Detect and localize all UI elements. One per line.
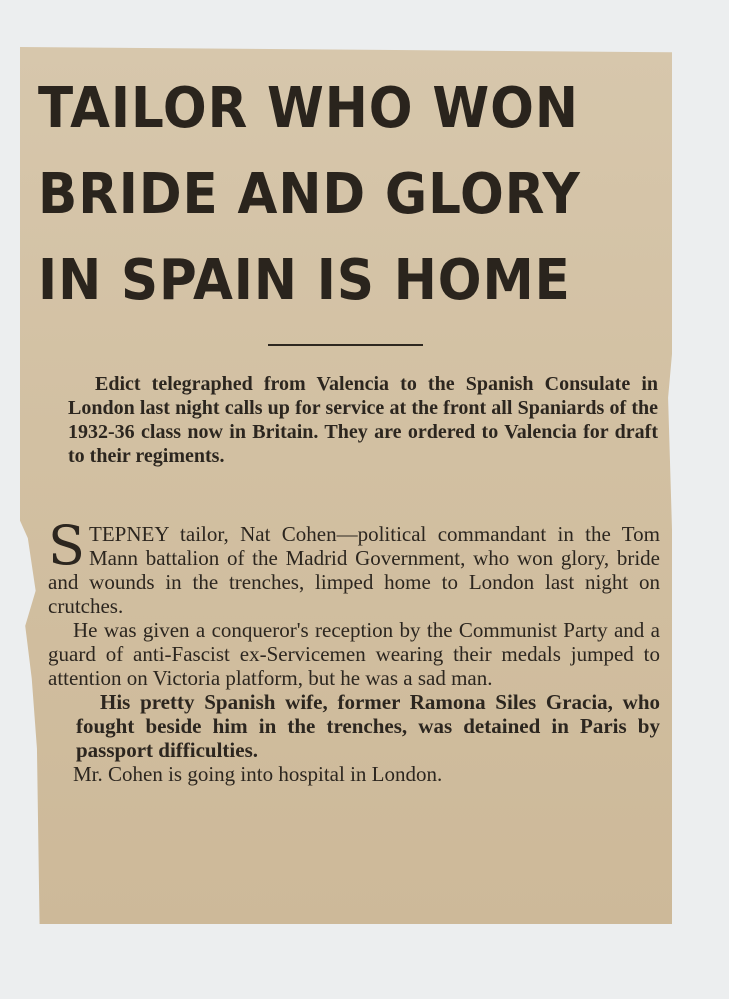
headline-line-1: TAILOR WHO WON [38, 76, 579, 141]
edict-paragraph: Edict telegraphed from Valencia to the Spanish Consulate in London last night calls up for service at the front all Spaniards of the 1932-36 class now in Britain. They are ordered to Valencia for draft to their regiments. [68, 373, 658, 467]
headline-line-2: BRIDE AND GLORY [38, 162, 581, 227]
article-paragraph-1 [48, 514, 660, 618]
headline [38, 66, 590, 324]
article-paragraph-2: He was given a conqueror's reception by the Communist Party and a guard of anti-Fascist ex-Servicemen wearing their medals jumped to attention on Victoria platform, but he was a sad man. [48, 618, 660, 690]
article-paragraph-4: Mr. Cohen is going into hospital in London. [73, 762, 443, 786]
article-paragraph-3: His pretty Spanish wife, former Ramona Siles Gracia, who fought beside him in the trenches, was detained in Paris by passport difficulties. [76, 690, 660, 762]
drop-cap: S [48, 514, 85, 577]
headline-divider [268, 344, 423, 346]
headline-line-3: IN SPAIN IS HOME [38, 248, 571, 313]
article-paragraph-1-text: TEPNEY tailor, Nat Cohen—political commandant in the Tom Mann battalion of the Madrid Government, who won glory, bride and wounds in the trenches, limped home to London last night on crutches. [48, 522, 660, 618]
article-body [48, 514, 660, 786]
